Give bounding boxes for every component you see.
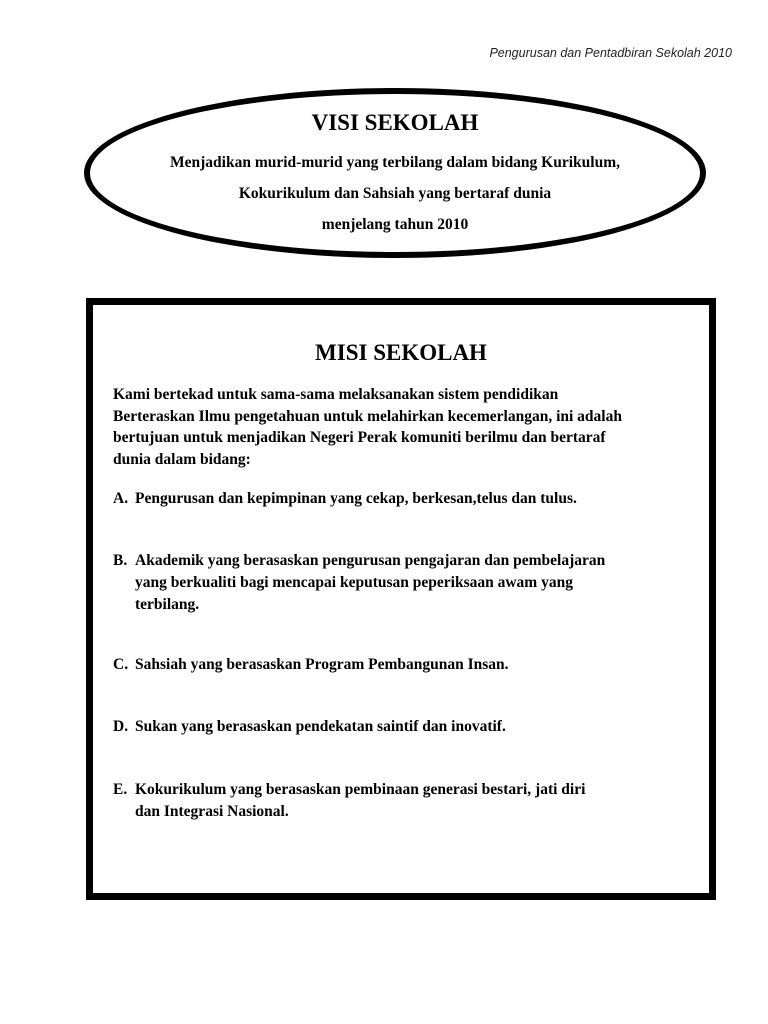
item-line: Sukan yang berasaskan pendekatan saintif dan inovatif.	[135, 718, 506, 735]
vision-line: menjelang tahun 2010	[321, 216, 469, 233]
item-text	[135, 550, 605, 616]
mission-intro-line: dunia dalam bidang:	[113, 450, 251, 468]
mission-item-d	[113, 716, 703, 738]
mission-intro-line: Berteraskan Ilmu pengetahuan untuk melahirkan kecemerlangan, ini adalah	[113, 407, 622, 425]
item-line: dan Integrasi Nasional.	[135, 803, 289, 820]
item-letter: C.	[113, 656, 129, 673]
item-letter: A.	[113, 490, 129, 507]
vision-line: Kokurikulum dan Sahsiah yang bertaraf dunia	[238, 185, 552, 202]
item-text	[135, 654, 509, 676]
item-letter: B.	[113, 552, 128, 569]
mission-item-c	[113, 654, 703, 676]
mission-item-a	[113, 488, 703, 510]
mission-title: MISI SEKOLAH	[315, 340, 487, 365]
mission-intro-line: Kami bertekad untuk sama-sama melaksanakan sistem pendidikan	[113, 386, 559, 403]
item-line: Pengurusan dan kepimpinan yang cekap, berkesan,telus dan tulus.	[135, 490, 577, 507]
item-letter: E.	[113, 781, 128, 798]
mission-item-e	[113, 779, 703, 823]
item-line: Kokurikulum yang berasaskan pembinaan generasi bestari, jati diri	[135, 781, 586, 798]
item-line: Akademik yang berasaskan pengurusan pengajaran dan pembelajaran	[135, 552, 606, 569]
item-text	[135, 716, 506, 738]
item-line: Sahsiah yang berasaskan Program Pembangunan Insan.	[135, 656, 509, 673]
mission-item-b	[113, 550, 703, 616]
mission-intro-line: bertujuan untuk menjadikan Negeri Perak komuniti berilmu dan bertaraf	[113, 429, 606, 446]
mission-intro	[113, 384, 713, 470]
item-letter: D.	[113, 718, 129, 735]
item-text	[135, 488, 577, 510]
item-line: terbilang.	[135, 596, 200, 613]
header-note: Pengurusan dan Pentadbiran Sekolah 2010	[489, 46, 732, 60]
vision-line: Menjadikan murid-murid yang terbilang dalam bidang Kurikulum,	[169, 154, 620, 171]
item-text	[135, 779, 585, 823]
vision-title: VISI SEKOLAH	[311, 110, 479, 135]
item-line: yang berkualiti bagi mencapai keputusan peperiksaan awam yang	[135, 574, 573, 591]
